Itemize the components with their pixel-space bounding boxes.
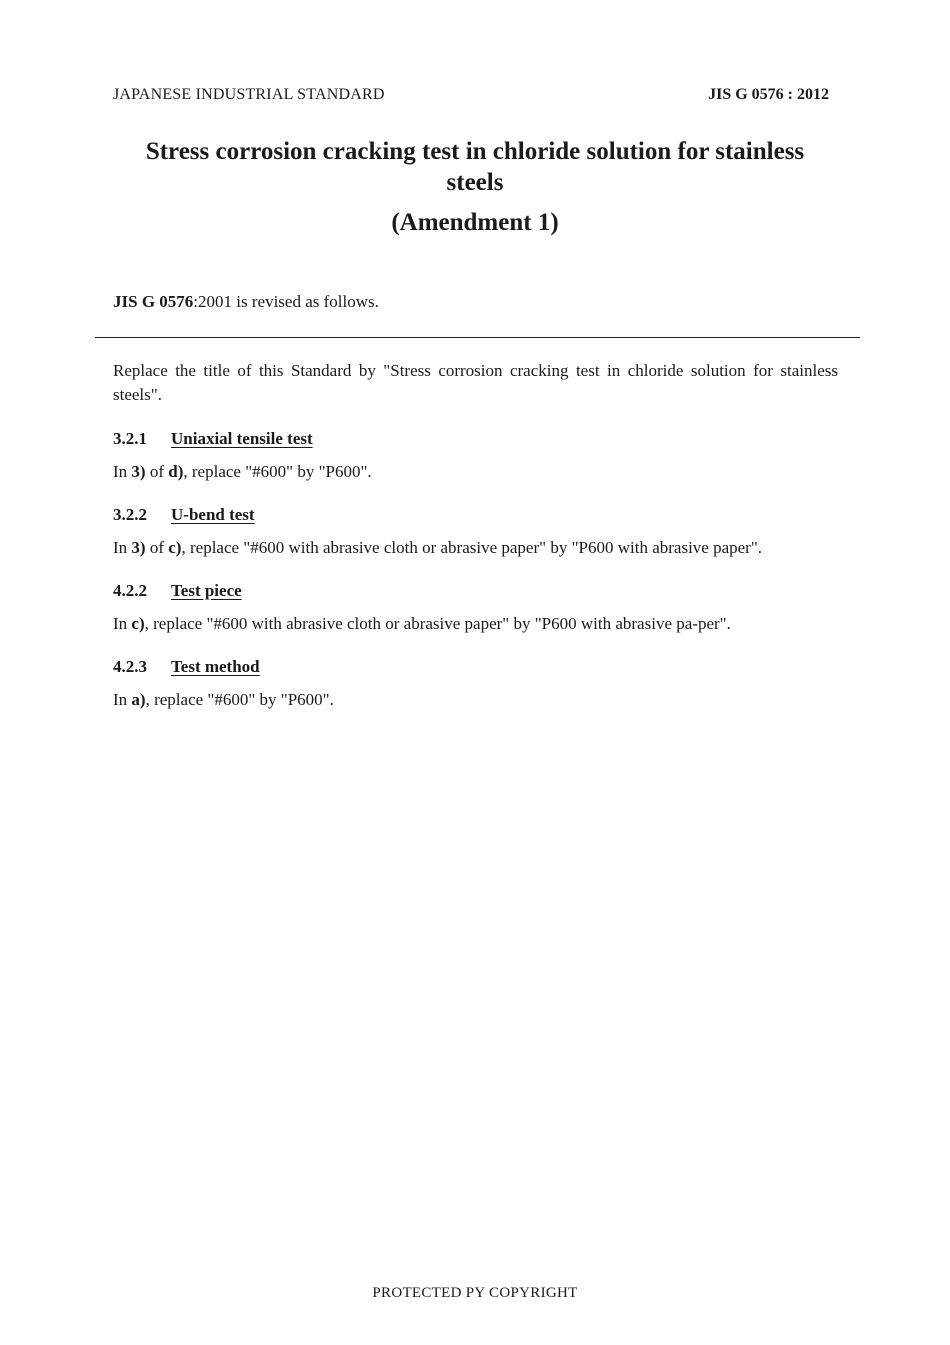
section-body [113,536,838,560]
section-body [113,612,838,636]
copyright-footer: PROTECTED PY COPYRIGHT [372,1285,578,1301]
section-number: 4.2.2 [113,581,147,600]
section-title: Test piece [171,581,242,600]
section-4-2-2 [113,579,838,636]
section-3-2-1 [113,427,838,484]
revised-standard-number: JIS G 0576 [113,292,194,311]
item-reference: 3) [131,538,146,557]
body-text: In [113,462,132,481]
section-body [113,460,838,484]
header-standard-number: JIS G 0576 : 2012 [708,86,829,103]
section-number: 3.2.1 [113,429,147,448]
body-text: , replace "#600" by "P600". [145,690,334,709]
section-heading [113,655,838,679]
item-reference: d) [168,462,184,481]
body-text: In [113,614,132,633]
revision-statement [113,292,379,312]
body-text: of [145,538,169,557]
header-standard-type: JAPANESE INDUSTRIAL STANDARD [113,86,385,103]
body-text: , replace "#600 with abrasive cloth or abrasive paper" by "P600 with abrasive pa-per". [144,614,731,633]
section-title: U-bend test [171,505,255,524]
section-number: 4.2.3 [113,657,147,676]
body-text: , replace "#600 with abrasive cloth or abrasive paper" by "P600 with abrasive paper". [181,538,763,557]
item-reference: a) [131,690,146,709]
body-text: of [145,462,169,481]
body-text: In [113,690,132,709]
section-3-2-2 [113,503,838,560]
item-reference: 3) [131,462,146,481]
section-title: Test method [171,657,260,676]
body-text: In [113,538,132,557]
document-title: Stress corrosion cracking test in chloride solution for stainless steels [145,138,805,196]
item-reference: c) [168,538,182,557]
horizontal-divider [95,337,860,338]
section-heading [113,503,838,527]
revision-text: :2001 is revised as follows. [193,292,379,311]
title-block [0,136,950,238]
amendment-content [113,359,838,731]
section-heading [113,427,838,451]
section-body [113,688,838,712]
amendment-label: (Amendment 1) [391,209,559,236]
section-4-2-3 [113,655,838,712]
body-text: , replace "#600" by "P600". [183,462,372,481]
section-heading [113,579,838,603]
item-reference: c) [131,614,145,633]
title-replacement-paragraph: Replace the title of this Standard by "Stress corrosion cracking test in chloride solution for stainless steels". [113,361,838,404]
section-number: 3.2.2 [113,505,147,524]
section-title: Uniaxial tensile test [171,429,313,448]
